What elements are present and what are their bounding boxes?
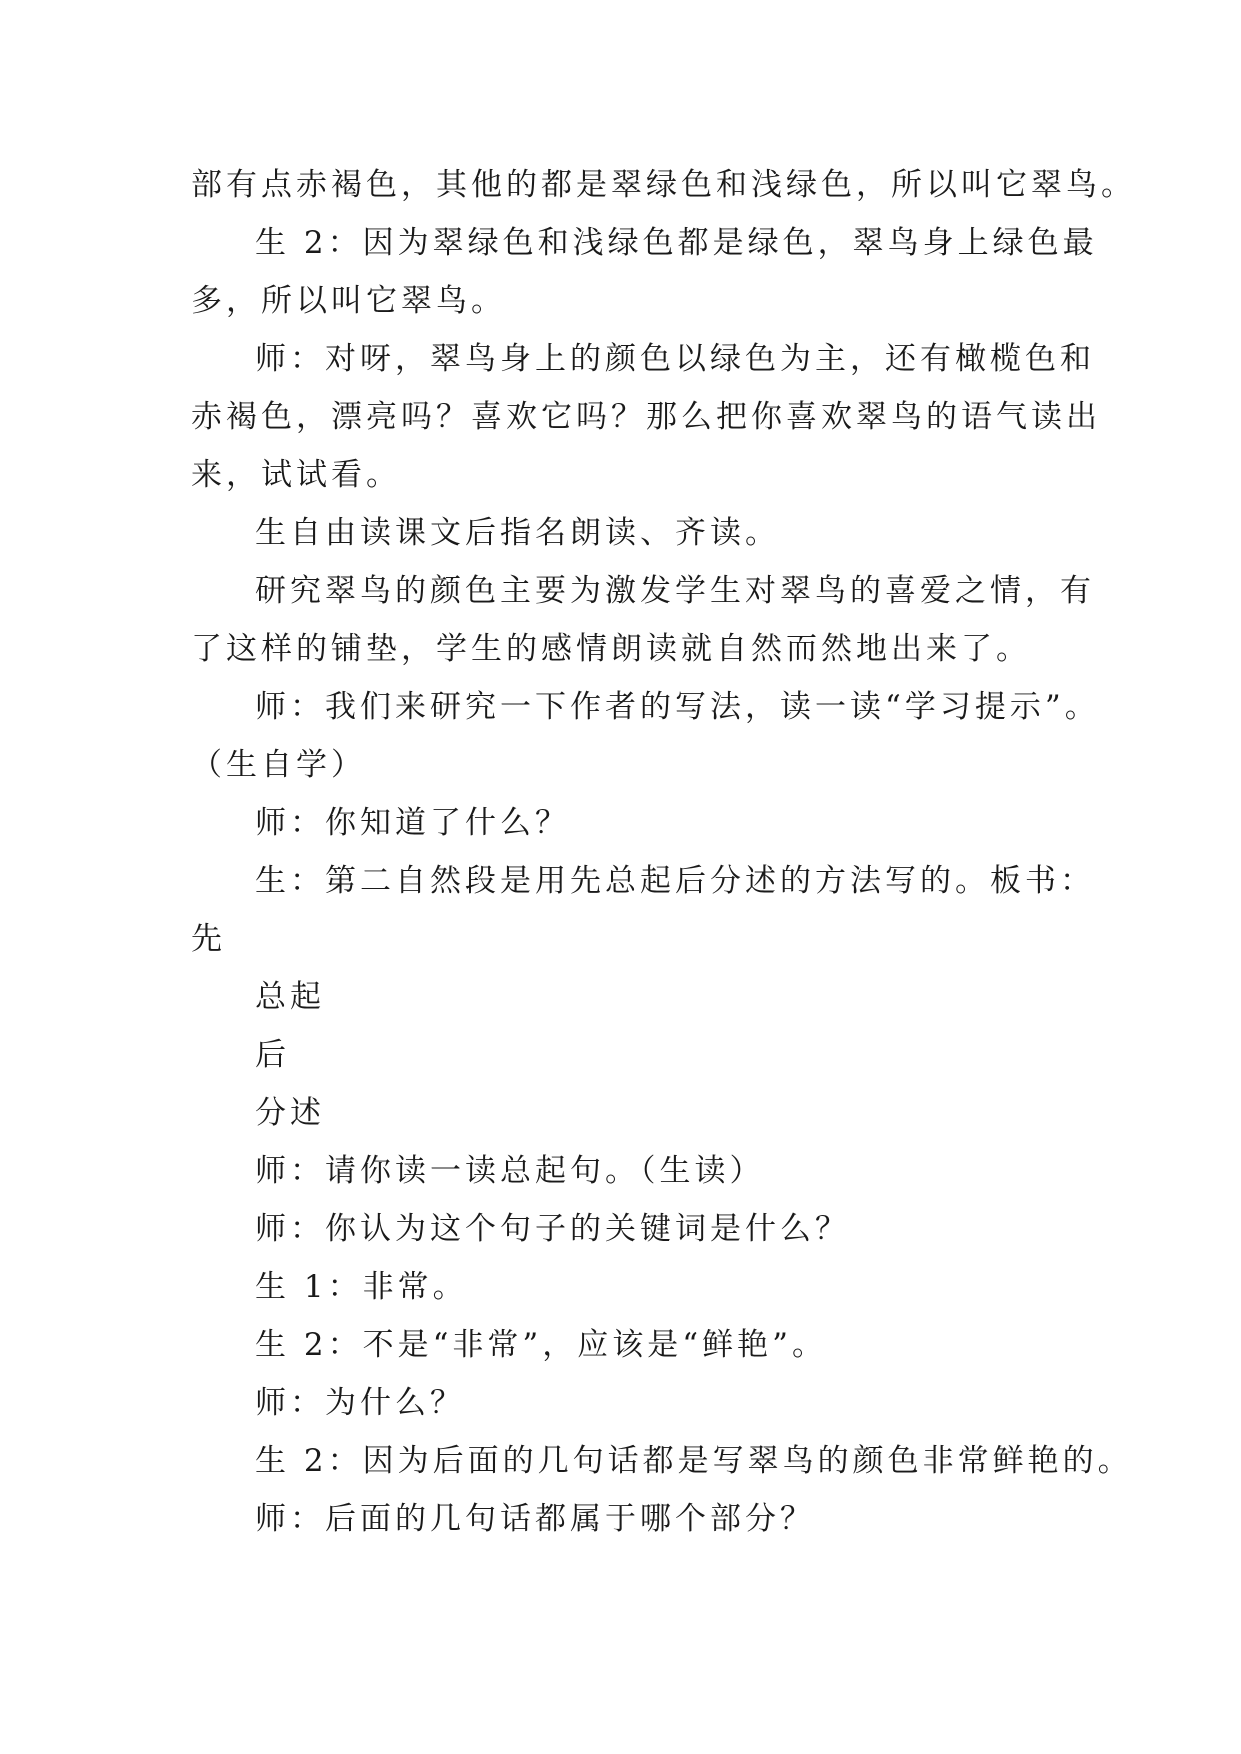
text-line: 生：第二自然段是用先总起后分述的方法写的。板书： bbox=[255, 863, 1095, 899]
text-line: 生 2：不是“非常”，应该是“鲜艳”。 bbox=[255, 1327, 827, 1363]
text-line: （生自学） bbox=[191, 747, 366, 783]
text-line: 部有点赤褐色，其他的都是翠绿色和浅绿色，所以叫它翠鸟。 bbox=[191, 167, 1136, 203]
text-line: 师：对呀，翠鸟身上的颜色以绿色为主，还有橄榄色和 bbox=[255, 341, 1095, 377]
text-line: 分述 bbox=[255, 1095, 325, 1131]
text-line: 后 bbox=[255, 1037, 290, 1073]
text-line: 来，试试看。 bbox=[191, 457, 401, 493]
text-line: 赤褐色，漂亮吗？喜欢它吗？那么把你喜欢翠鸟的语气读出 bbox=[191, 399, 1101, 435]
text-line: 生 2：因为后面的几句话都是写翠鸟的颜色非常鲜艳的。 bbox=[255, 1443, 1133, 1479]
text-line: 生 2：因为翠绿色和浅绿色都是绿色，翠鸟身上绿色最 bbox=[255, 225, 1098, 261]
text-line: 师：你认为这个句子的关键词是什么？ bbox=[255, 1211, 850, 1247]
text-line: 师：我们来研究一下作者的写法，读一读“学习提示”。 bbox=[255, 689, 1100, 725]
text-line: 先 bbox=[191, 921, 226, 957]
text-line: 了这样的铺垫，学生的感情朗读就自然而然地出来了。 bbox=[191, 631, 1031, 667]
text-line: 生 1：非常。 bbox=[255, 1269, 468, 1305]
text-line: 研究翠鸟的颜色主要为激发学生对翠鸟的喜爱之情，有 bbox=[255, 573, 1095, 609]
text-line: 多，所以叫它翠鸟。 bbox=[191, 283, 506, 319]
text-line: 生自由读课文后指名朗读、齐读。 bbox=[255, 515, 780, 551]
text-line: 师：为什么？ bbox=[255, 1385, 465, 1421]
text-line: 师：请你读一读总起句。（生读） bbox=[255, 1153, 765, 1189]
text-line: 师：你知道了什么？ bbox=[255, 805, 570, 841]
text-line: 师：后面的几句话都属于哪个部分？ bbox=[255, 1501, 815, 1537]
text-line: 总起 bbox=[255, 979, 325, 1015]
